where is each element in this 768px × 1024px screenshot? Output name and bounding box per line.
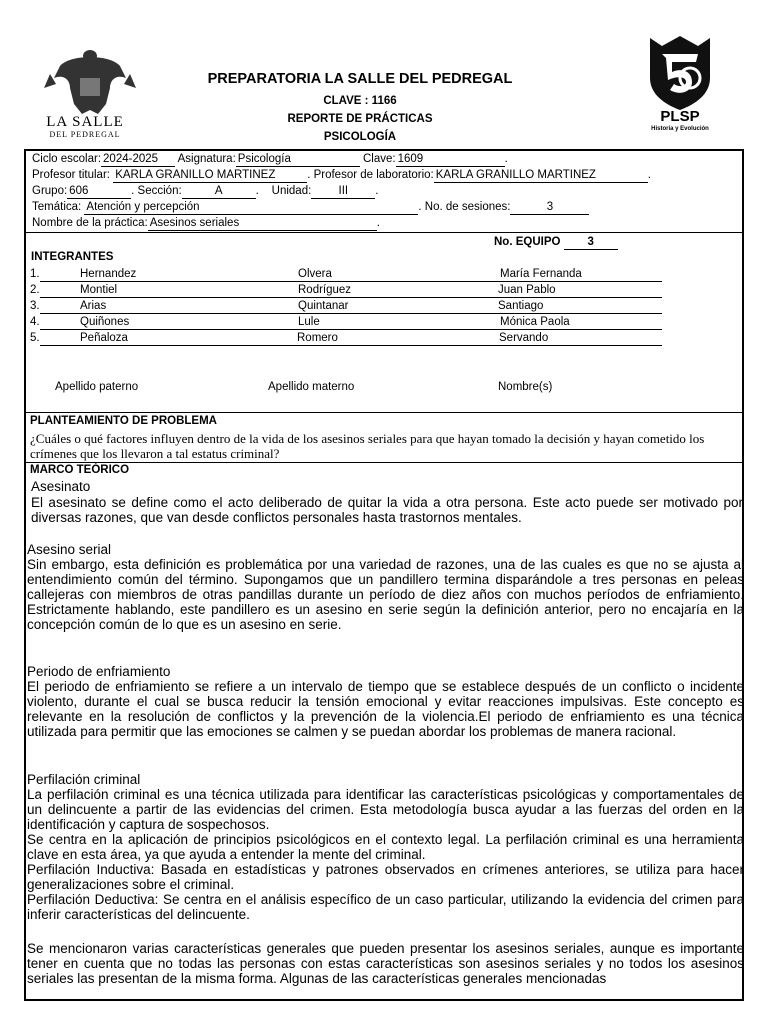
ciclo-label: Ciclo escolar:: [32, 153, 102, 165]
unidad-label: Unidad:: [271, 185, 312, 197]
divider: [24, 412, 744, 413]
titular-value: KARLA GRANILLO MARTINEZ: [113, 169, 307, 183]
perfilacion-p3: Perfilación Inductiva: Basada en estadísticas y patrones observados en crímenes anteriores, se utiliza para hacer generalizaciones sobre el criminal.: [27, 862, 744, 892]
asesinato-heading: Asesinato: [31, 479, 91, 494]
equipo-number: [494, 236, 618, 250]
divider: [24, 232, 744, 233]
member-paterno: Hernandez: [80, 268, 137, 280]
member-paterno: Montiel: [80, 284, 118, 296]
member-nombre: Servando: [499, 332, 549, 344]
shield-icon: [640, 32, 720, 112]
member-number: 5.: [30, 332, 40, 344]
school-name: PREPARATORIA LA SALLE DEL PEDREGAL: [207, 71, 513, 87]
member-materno: Romero: [297, 332, 338, 344]
perfilacion-text: [27, 787, 744, 922]
marco-title: MARCO TEÓRICO: [30, 464, 130, 476]
report-title: REPORTE DE PRÁCTICAS: [287, 113, 433, 125]
enfriamiento-text: El periodo de enfriamiento se refiere a un intervalo de tiempo que se establece después de un conflicto o incidente violento, durante el cual se busca reducir la tensión emocional y evitar reacciones impulsivas. Este concepto es relevante en la resolución de conflictos y la prevención de la violencia.El periodo de enfriamiento es una técnica utilizada para permitir que las emociones se calmen y se puedan abordar los problemas de manera racional.: [27, 679, 744, 739]
titular-label: Profesor titular:: [32, 169, 110, 181]
underline: [40, 313, 662, 314]
col-nombre-label: Nombre(s): [498, 381, 553, 393]
member-number: 4.: [30, 316, 40, 328]
member-row: [30, 316, 640, 330]
asignatura-label: Asignatura:: [177, 153, 236, 165]
info-row-1: Ciclo escolar: 2024-2025 Asignatura: Psicología Clave: 1609 .: [32, 153, 508, 165]
asesino-serial-heading: Asesino serial: [27, 542, 112, 557]
sesiones-label: . No. de sesiones:: [418, 201, 511, 213]
grupo-label: Grupo:: [32, 185, 68, 197]
member-paterno: Quiñones: [80, 316, 130, 328]
asesino-serial-text: Sin embargo, esta definición es problemática por una variedad de razones, una de las cuales es que no se ajusta al entendimiento común del término. Supongamos que un pandillero termina disparándole a tres personas en peleas callejeras con miembros de otras pandillas durante un período de diez años con muchos períodos de enfriamiento. Estrictamente hablando, este pandillero es un asesino en serie según la definición anterior, pero no encajaría en la concepción común de lo que es un asesino en serie.: [27, 557, 744, 632]
tematica-value: Atención y percepción: [84, 201, 418, 215]
ciclo-value: 2024-2025: [101, 153, 175, 167]
equipo-value: 3: [564, 236, 618, 250]
tematica-label: Temática:: [32, 201, 82, 213]
la-salle-logo: [40, 44, 140, 140]
perfilacion-heading: Perfilación criminal: [27, 772, 141, 787]
divider: [24, 462, 744, 463]
member-materno: Lule: [298, 316, 320, 328]
plsp-logo: [640, 32, 720, 138]
asignatura-value: Psicología: [236, 153, 360, 167]
member-materno: Olvera: [298, 268, 332, 280]
problem-text: ¿Cuáles o qué factores influyen dentro de la vida de los asesinos seriales para que hayan tomado la decisión y hayan cometido los crímenes que los llevaron a tal estatus criminal?: [30, 431, 705, 461]
member-nombre: Santiago: [498, 300, 544, 312]
member-number: 1.: [30, 268, 40, 280]
logo-text-line2: DEL PEDREGAL: [49, 130, 121, 139]
enfriamiento-heading: Periodo de enfriamiento: [27, 664, 171, 679]
member-row: [30, 300, 640, 314]
perfilacion-p2: Se centra en la aplicación de principios psicológicos en el contexto legal. La perfilación criminal es una herramienta clave en esta área, ya que ayuda a entender la mente del criminal.: [27, 832, 744, 862]
member-number: 3.: [30, 300, 40, 312]
clave-label: Clave:: [362, 153, 396, 165]
perfilacion-p4: Perfilación Deductiva: Se centra en el análisis específico de un caso particular, utilizando la evidencia del crimen para inferir características del delincuente.: [27, 892, 744, 922]
lab-label: . Profesor de laboratorio:: [307, 169, 434, 181]
underline: [40, 345, 662, 346]
col-materno-label: Apellido materno: [268, 381, 355, 393]
member-paterno: Arias: [80, 300, 107, 312]
info-row-5: Nombre de la práctica: Asesinos seriales .: [32, 217, 380, 229]
member-nombre: María Fernanda: [500, 268, 582, 280]
plsp-name: PLSP: [660, 108, 700, 125]
subject-title: PSICOLOGÍA: [323, 131, 397, 143]
logo-text-line1: LA SALLE: [46, 114, 124, 130]
asesinato-text: El asesinato se define como el acto deliberado de quitar la vida a otra persona. Este acto puede ser motivado por diversas razones, que van desde conflictos personales hasta trastornos mentales.: [31, 495, 743, 525]
member-nombre: Mónica Paola: [500, 316, 570, 328]
member-row: [30, 268, 640, 282]
member-paterno: Peñaloza: [80, 332, 128, 344]
member-materno: Rodríguez: [298, 284, 352, 296]
info-row-2: Profesor titular: KARLA GRANILLO MARTINEZ . Profesor de laboratorio: KARLA GRANILLO MARTINEZ .: [32, 169, 651, 181]
practica-label: Nombre de la práctica:: [32, 217, 148, 229]
seccion-label: . Sección:: [131, 185, 182, 197]
info-row-3: Grupo: 606 . Sección: A . Unidad: III .: [32, 185, 379, 197]
integrantes-title: INTEGRANTES: [31, 251, 114, 263]
col-paterno-label: Apellido paterno: [55, 381, 139, 393]
info-row-4: [32, 201, 589, 215]
member-nombre: Juan Pablo: [498, 284, 556, 296]
underline: [40, 329, 662, 330]
practica-value: Asesinos seriales: [148, 217, 377, 231]
unidad-value: III: [311, 185, 375, 199]
underline: [40, 281, 662, 282]
plsp-tagline: Historia y Evolución: [651, 126, 709, 132]
grupo-value: 606: [67, 185, 131, 199]
perfilacion-p1: La perfilación criminal es una técnica utilizada para identificar las características psicológicas y comportamentales de un delincuente a partir de las evidencias del crimen. Esta metodología busca ayudar a las fuerzas del orden en la identificación y captura de sospechosos.: [27, 787, 744, 832]
equipo-label: No. EQUIPO: [494, 236, 561, 248]
problem-title: PLANTEAMIENTO DE PROBLEMA: [30, 415, 217, 427]
member-materno: Quintanar: [298, 300, 349, 312]
member-row: [30, 332, 640, 346]
member-row: [30, 284, 640, 298]
caracteristicas-text: Se mencionaron varias características generales que pueden presentar los asesinos seriales, aunque es importante tener en cuenta que no todas las personas con estas características son asesinos seriales y no todos los asesinos seriales las presentan de la misma forma. Algunas de las características generales mencionadas: [27, 941, 744, 986]
lab-value: KARLA GRANILLO MARTINEZ: [434, 169, 648, 183]
underline: [40, 297, 662, 298]
seccion-value: A: [182, 185, 256, 199]
clave-value: 1609: [396, 153, 505, 167]
clave-line: CLAVE : 1166: [323, 95, 397, 107]
member-number: 2.: [30, 284, 40, 296]
sesiones-value: 3: [510, 201, 589, 215]
